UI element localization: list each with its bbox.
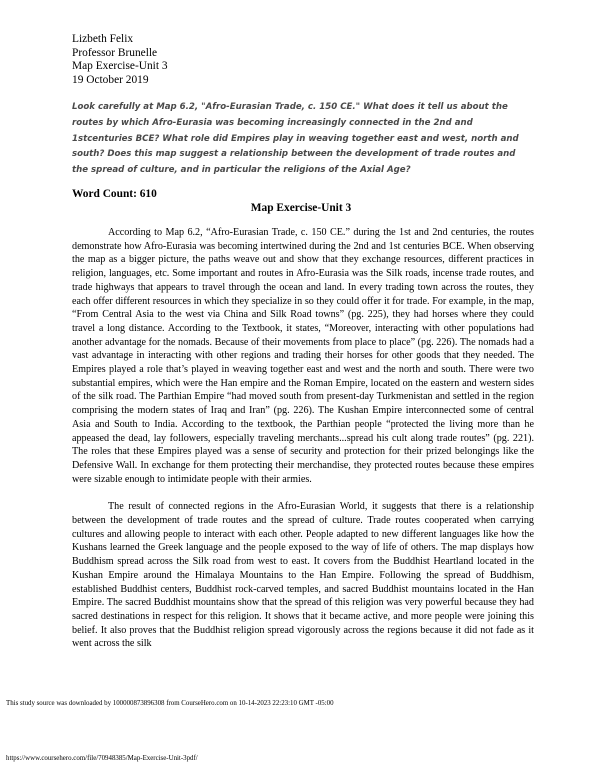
paragraph-1: According to Map 6.2, “Afro-Eurasian Trade, c. 150 CE.” during the 1st and 2nd centuries, the routes demonstrate how Afro-Eurasia was becoming intertwined during the 2nd and 1st centuries BCE. When observing the map as a bigger picture, the paths weave out and show that they exchange resources, different practices in religion, languages, etc. Some important and routes in Afro-Eurasia was the Silk roads, incense trade routes, and trade highways that appears to travel through the ocean and land. In every trading town across the routes, they each offer different resources in which they specialize in so they could offer it for trade. For example, in the map, “From Central Asia to the west via China and Silk Road towns” (pg. 225), they had horses where they could travel a long distance. According to the Textbook, it states, “Moreover, interacting with other populations had another advantage for the nomads. Because of their movements from place to place” (pg. 226). The nomads had a vast advantage in interacting with other regions and trading their horses for other goods that they needed. The Empires played a role that’s played in weaving together east and west and the north and south. There were two substantial empires, which were the Han empire and the Roman Empire, located on the eastern and western sides of the silk road. The Parthian Empire “had moved south from present-day Turkmenistan and settled in the region comprising the modern states of Iraq and Iran” (pg. 226). The Kushan Empire interconnected some of central Asia and South to India. According to the textbook, the Parthian people “protected the living more than he appeased the dead, lay followers, especially traveling merchants...spread his cult along trade routes” (pg. 221). The roles that these Empires played was a sense of security and protection for their prized belongings like the Defensive Wall. In exchange for them protecting their merchandise, they protected routes because these empires were sizable enough to intimidate people with their armies. xyxy=(72,227,534,485)
download-note: This study source was downloaded by 100000873896308 from CourseHero.com on 10-14-2023 22:23:10 GMT -05:00 xyxy=(6,700,334,707)
professor-name: Professor Brunelle xyxy=(72,46,158,59)
student-name: Lizbeth Felix xyxy=(72,33,134,45)
essay-body xyxy=(72,226,534,651)
assignment-name: Map Exercise-Unit 3 xyxy=(72,60,168,73)
date: 19 October 2019 xyxy=(72,73,149,86)
word-count: Word Count: 610 xyxy=(72,188,157,200)
paragraph-2: The result of connected regions in the Afro-Eurasian World, it suggests that there is a relationship between the development of trade routes and the spread of culture. Trade routes cooperated when carrying cultures and allowing people to interact with each other. People adapted to new different languages like how the Kushans learned the Greek language and the people exposed to the way of life of others. The map displays how Buddhism spread across the Silk road from west to east. It covers from the Buddhist Heartland located in the Kushan Empire around the Himalaya Mountains to the Han Empire. Following the spread of Buddhism, established Buddhist centers, Buddhist rock-carved temples, and sacred Buddhist mountains located in the Han Empire. The sacred Buddhist mountains show that the spread of this religion was very powerful because they had sacred destinations in respect for this religion. It shows that it became active, and more people were joining this belief. It also proves that the Buddhist religion spread vigorously across the regions because it did not fade as it went across the silk xyxy=(72,501,534,650)
essay-title: Map Exercise-Unit 3 xyxy=(250,202,352,214)
assignment-prompt: Look carefully at Map 6.2, "Afro-Eurasian Trade, c. 150 CE." What does it tell us about the routes by which Afro-Eurasia was becoming increasingly connected in the 2nd and 1stcenturies BCE? What role did Empires play in weaving together east and west, north and south? Does this map suggest a relationship between the development of trade routes and the spread of culture, and in particular the religions of the Axial Age? xyxy=(72,102,519,176)
header-block xyxy=(72,33,532,87)
source-url[interactable]: https://www.coursehero.com/file/70948385/Map-Exercise-Unit-3pdf/ xyxy=(6,755,198,762)
